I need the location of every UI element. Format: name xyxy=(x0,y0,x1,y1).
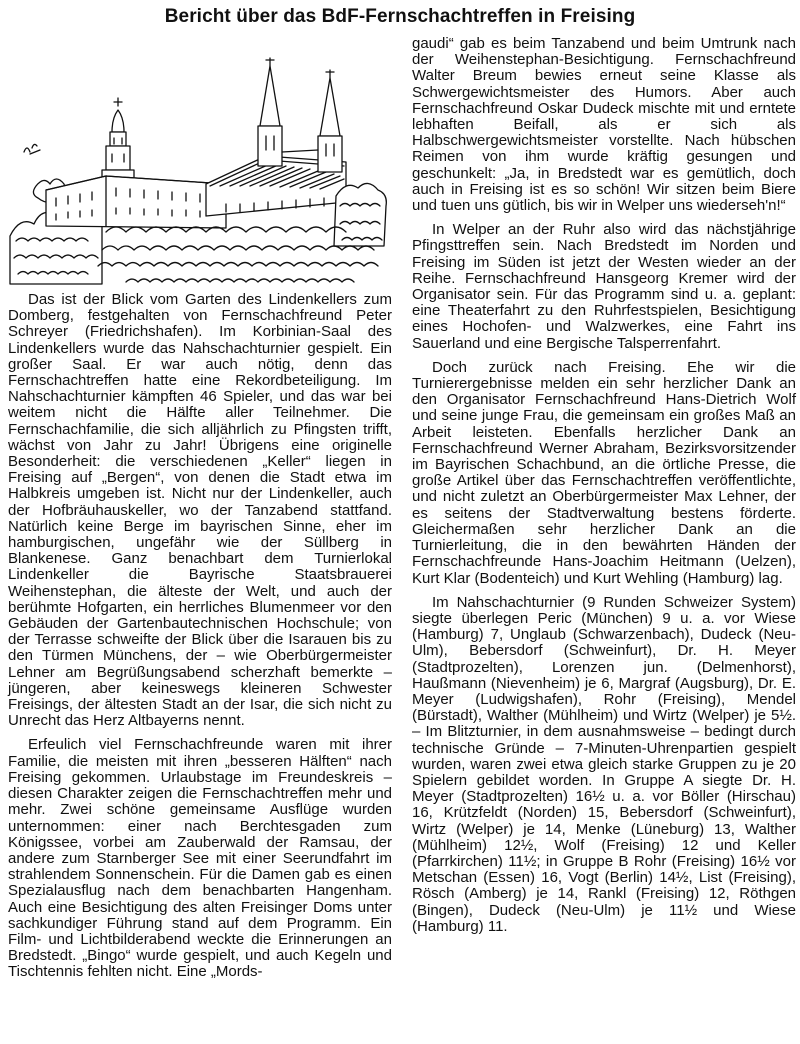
article-paragraph: Das ist der Blick vom Garten des Lindenkellers zum Domberg, festgehalten von Fernschachfreund Peter Schreyer (Friedrichshafen). Im Korbinian-Saal des Lindenkellers wurde das Nahschachturnier gespielt. Ein großer Saal. Er war auch nötig, denn das Fernschachtreffen hatte eine Rekordbeteiligung. Im Nahschachturnier kämpften 46 Spieler, und das war bei weitem nicht die Hälfte aller Teilnehmer. Die Fernschachfamilie, die sich alljährlich zu Pfingsten trifft, wächst von Jahr zu Jahr! Übrigens eine originelle Besonderheit: die verschiedenen „Keller“ liegen in Freising auf „Bergen“, von denen die Stadt etwa im Halbkreis umgeben ist. Nicht nur der Lindenkeller, auch der Hofbräuhauskeller, wo der Tanzabend stattfand. Natürlich keine Berge im bayrischen Sinne, eher im hamburgischen, ungefähr wie der Süllberg in Blankenese. Ganz benachbart dem Turnierlokal Lindenkeller die Bayrische Staatsbrauerei Weihenstephan, die älteste der Welt, und auch der berühmte Hofgarten, ein herrliches Blumenmeer vor den Gebäuden der Gartenbautechnischen Hochschule; von der Terrasse schweifte der Blick über die Isarauen bis zu den Türmen Münchens, der – wie Oberbürgermeister Lehner am Begrüßungsabend scherzhaft bemerkte – jüngeren, aber keineswegs kleineren Schwester Freisings, der ältesten Stadt an der Isar, die sich nicht zu Unrecht das Herz Altbayerns nennt. xyxy=(8,291,392,730)
article-column-right xyxy=(412,36,796,935)
article-paragraph: Erfeulich viel Fernschachfreunde waren mit ihrer Familie, die meisten mit ihren „besseren Hälften“ nach Freising gekommen. Urlaubstage im Freundeskreis – diesen Charakter zeigen die Fernschachtreffen mehr und mehr. Zwei schöne gemeinsame Ausflüge wurden unternommen: einer nach Berchtesgaden zum Königssee, vorbei am Zauberwald der Ramsau, der andere zum Starnberger See mit einer Seerundfahrt im strahlendem Sonnenschein. Für die Damen gab es einen Spezialausflug nach dem benachbarten Hangenham. Auch eine Besichtigung des alten Freisinger Doms unter sachkundiger Führung stand auf dem Programm. Ein Film- und Lichtbilderabend weckte die Erinnerungen an Bredstedt. „Bingo“ wurde gespielt, und auch Kegeln und Tischtennis fehlten nicht. Eine „Mords- xyxy=(8,736,392,981)
article-paragraph: In Welper an der Ruhr also wird das nächstjährige Pfingsttreffen sein. Nach Bredstedt im Norden und Freising im Süden ist jetzt der Westen wieder an der Reihe. Fernschachfreund Hansgeorg Kremer wird der Organisator sein. Für das Programm sind u. a. geplant: eine Theaterfahrt zu den Ruhrfestspielen, Besichtigung eines Hochofen- und Walzwerkes, eine Fahrt ins Sauerland und eine Bergische Talsperrenfahrt. xyxy=(412,221,796,352)
cathedral-spires xyxy=(258,58,342,172)
main-building xyxy=(46,176,226,228)
article-paragraph: Doch zurück nach Freising. Ehe wir die Turnierergebnisse melden ein sehr herzlicher Dank an den Organisator Fernschachfreund Hans-Dietrich Wolf und seine junge Frau, die gemeinsam ein großes Maß an Arbeit leisteten. Ebenfalls herzlicher Dank an Fernschachfreund Werner Abraham, Bezirksvorsitzender im Bayrischen Schachbund, an die örtliche Presse, die große Artikel über das Fernschachtreffen veröffentlichte, und nicht zuletzt an Oberbürgermeister Max Lehner, der es seitens der Stadtverwaltung bestens förderte. Gleichermaßen sehr herzlicher Dank an die Turnierleitung, die in den bewährten Händen der Fernschachfreunde Hans-Joachim Heitmann (Uelzen), Kurt Klar (Bodenteich) und Kurt Wehling (Hamburg) lag. xyxy=(412,358,796,587)
artist-signature xyxy=(24,144,40,154)
sketch-domberg-illustration xyxy=(6,36,394,286)
article-paragraph: gaudi“ gab es beim Tanzabend und beim Umtrunk nach der Weihenstephan-Besichtigung. Fernschachfreund Walter Breum bewies erneut seine Klasse als Schwergewichtsmeister des Humors. Aber auch Fernschachfreund Oskar Dudeck mischte mit und erntete lebhaften Beifall, als er sich als Halbschwergewichtsmeister vorstellte. Nach hübschen Reimen von ihm wurde kräftig gesungen und geschunkelt: „Ja, in Bredstedt war es gemütlich, doch auch in Freising ist es so schön! Wir sitzen beim Biere und tuen uns gütlich, bis wir in Welper uns wiederseh'n!“ xyxy=(412,35,796,215)
article-paragraph: Im Nahschachturnier (9 Runden Schweizer System) siegte überlegen Peric (München) 9 u. a. vor Wiese (Hamburg) 7, Unglaub (Schwarzenbach), Dudeck (Neu-Ulm), Bebersdorf (Schweinfurt), Dr. H. Meyer (Stadtprozelten), Lorenzen jun. (Delmenhorst), Haußmann (Nievenheim) je 6, Margraf (Augsburg), Dr. E. Meyer (Ludwigshafen), Rohr (Freising), Mendel (Bürstadt), Walther (Mühlheim) und Wirtz (Welper) je 5½. – Im Blitzturnier, in dem ausnahmsweise – bedingt durch technische Gründe – 7-Minuten-Uhrenpartien gespielt wurden, waren zwei etwa gleich starke Gruppen zu je 20 Spielern gebildet worden. In Gruppe A siegte Dr. H. Meyer (Stadtprozelten) 16½ u. a. vor Böller (Hirschau) 16, Krützfeldt (Norden) 15, Bebersdorf (Schweinfurt), Wirtz (Welper) je 14, Menke (Lüneburg) 13, Walther (Mühlheim) 12½, Wolf (Freising) 12 und Keller (Pfarrkirchen) 11½; in Gruppe B Rohr (Freising) 16½ vor Metschan (Essen) 16, Vogt (Berlin) 14½, List (Freising), Rösch (Amberg) je 14, Rankl (Freising) 12, Röthgen (Bingen), Dudeck (Neu-Ulm) je 11½ und Wiese (Hamburg) 11. xyxy=(412,593,796,935)
article-title: Bericht über das BdF-Fernschachtreffen in Freising xyxy=(164,6,636,27)
trees-right xyxy=(334,183,386,246)
article-column-left xyxy=(8,292,392,981)
